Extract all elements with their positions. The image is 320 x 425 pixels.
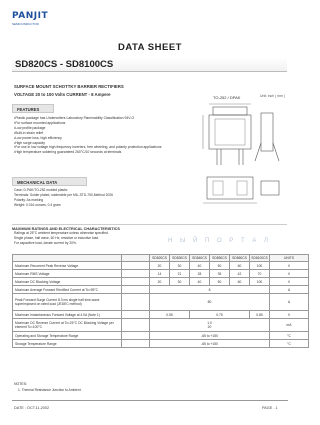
package-body-inner — [215, 119, 245, 145]
table-cell: 8 — [150, 286, 270, 294]
table-cell-parameter: Storage Temperature Range — [13, 340, 122, 348]
footer-divider — [12, 400, 288, 401]
table-cell-parameter: Maximum DC Blocking Voltage — [13, 278, 122, 286]
table-cell-symbol — [122, 262, 150, 270]
table-row — [13, 278, 309, 286]
table-cell-parameter: Peak Forward Surge Current 8.3 ms single half sine-wave superimposed on rated load (JEDEC method) — [13, 294, 122, 311]
feature-item: • Plastic package has Underwriters Laboratory Flammability Classification 94V-O — [14, 116, 189, 121]
table-cell: 40 — [190, 278, 210, 286]
package-end-outline — [261, 181, 279, 195]
table-cell-unit: A — [270, 294, 309, 311]
unit-label: Unit: inch ( mm ) — [260, 94, 285, 98]
site-watermark: Н Ы Й П О Р Т А Л — [168, 238, 271, 244]
table-cell-unit: °C — [270, 340, 309, 348]
table-cell: 60 — [230, 278, 250, 286]
table-cell-unit: mA — [270, 319, 309, 332]
table-cell-parameter: Maximum RMS Voltage — [13, 270, 122, 278]
table-cell: 60 — [230, 262, 250, 270]
table-cell-unit: A — [270, 286, 309, 294]
page-title: DATA SHEET — [118, 42, 182, 53]
company-logo: PANJIT — [12, 11, 49, 21]
ratings-header: MAXIMUM RATINGS AND ELECTRICAL CHARACTERISTICS — [12, 224, 287, 231]
column-header-symbol — [122, 255, 150, 262]
table-cell: 70 — [250, 270, 270, 278]
package-side-lead — [273, 143, 279, 161]
ratings-note: Ratings at 25°C ambient temperature unless otherwise specified. — [14, 231, 109, 235]
mechanical-item: Weight: 0.016 ounces, 0.4 gram — [14, 202, 61, 207]
table-cell-parameter: Maximum Average Forward Rectified Current at Tc=95°C — [13, 286, 122, 294]
table-cell-symbol — [122, 286, 150, 294]
package-side-outline — [261, 113, 273, 151]
footprint-outline — [207, 177, 253, 199]
table-row — [13, 332, 309, 340]
table-cell: 0.55 — [150, 311, 190, 319]
table-row — [13, 294, 309, 311]
feature-item: • High surge capacity — [14, 141, 189, 146]
table-row — [13, 319, 309, 332]
table-cell: 14 — [150, 270, 170, 278]
table-cell: 1.0 20 — [150, 319, 270, 332]
table-cell-symbol — [122, 340, 150, 348]
table-cell: 35 — [210, 270, 230, 278]
package-tab-outline — [213, 107, 247, 115]
table-row — [13, 270, 309, 278]
table-cell-symbol — [122, 332, 150, 340]
note-item: 1. Thermal Resistance Junction to Ambient — [18, 388, 81, 392]
ratings-note: For capacitive load, derate current by 20%. — [14, 240, 77, 245]
feature-item: • For use in low voltage high frequency inverters, free wheeling, and polarity protection applications — [14, 145, 189, 150]
electrical-characteristics-table — [12, 254, 309, 348]
table-cell-parameter: Maximum Instantaneous Forward Voltage at 4.0A (Note 1) — [13, 311, 122, 319]
table-cell-symbol — [122, 311, 150, 319]
footprint-pad — [237, 181, 247, 195]
table-cell-parameter: Maximum DC Reverse Current at Tc=25°C DC Blocking Voltage per element Tc=100°C — [13, 319, 122, 332]
table-cell-parameter: Maximum Recurrent Peak Reverse Voltage — [13, 262, 122, 270]
feature-item: • For surface mounted applications — [14, 121, 189, 126]
table-row — [13, 262, 309, 270]
table-cell: 0.75 — [190, 311, 250, 319]
table-cell-unit: °C — [270, 332, 309, 340]
mechanical-item: Case: D-PAK/TO-252 molded plastic — [14, 188, 68, 192]
table-cell-unit: V — [270, 262, 309, 270]
column-header-sd840cs: SD840CS — [190, 255, 210, 262]
table-cell: 30 — [170, 262, 190, 270]
table-cell: -65 to +150 — [150, 340, 270, 348]
column-header-sd850cs: SD850CS — [210, 255, 230, 262]
features-list — [14, 116, 189, 155]
table-cell-symbol — [122, 278, 150, 286]
mechanical-data-list — [14, 188, 189, 208]
feature-item: • Low power loss, high efficiency — [14, 136, 189, 141]
ratings-note: Single phase, half wave, 60 Hz, resistive or inductive load. — [14, 235, 100, 240]
column-header-units: UNITS — [270, 255, 309, 262]
voltage-current-rating: VOLTAGE 20 to 100 Volts CURRENT - 8 Ampere — [14, 92, 111, 97]
table-cell: 100 — [250, 278, 270, 286]
table-cell: 80 — [150, 294, 270, 311]
table-cell: 50 — [210, 262, 230, 270]
table-cell-symbol — [122, 270, 150, 278]
mechanical-item: Polarity: As marking — [14, 197, 44, 202]
package-outline-drawing — [193, 101, 287, 211]
table-cell: -65 to +150 — [150, 332, 270, 340]
column-header-sd8100cs: SD8100CS — [251, 256, 268, 260]
notes-header: NOTES: — [14, 382, 28, 386]
mechanical-data-header: MECHANICAL DATA — [12, 177, 87, 186]
company-logo-subtitle: SEMICONDUCTOR — [12, 22, 39, 26]
table-row — [13, 286, 309, 294]
table-cell: 30 — [170, 278, 190, 286]
table-row — [13, 340, 309, 348]
table-cell: 42 — [230, 270, 250, 278]
table-cell-unit: V — [270, 278, 309, 286]
column-header-sd820cs: SD820CS — [150, 255, 170, 262]
table-cell-unit: V — [270, 270, 309, 278]
part-number: SD820CS - SD8100CS — [15, 59, 114, 70]
table-cell: 0.85 — [250, 311, 270, 319]
package-side-lead — [255, 143, 261, 161]
table-header-row — [13, 255, 309, 262]
table-cell: 50 — [210, 278, 230, 286]
table-cell: 40 — [190, 262, 210, 270]
feature-item: • Low profile package — [14, 126, 189, 131]
footer-page-number: PAGE . 1 — [262, 406, 278, 410]
table-cell: 21 — [170, 270, 190, 278]
footer-date: DATE : OCT.11.2002 — [14, 406, 50, 410]
table-cell: 100 — [250, 262, 270, 270]
table-cell-unit: V — [270, 311, 309, 319]
table-cell: 20 — [150, 262, 170, 270]
table-row — [13, 311, 309, 319]
column-header-sd860cs: SD860CS — [230, 255, 250, 262]
package-body-outline — [209, 115, 251, 149]
product-description: SURFACE MOUNT SCHOTTKY BARRIER RECTIFIERS — [14, 84, 124, 89]
feature-item: • Built-in strain relief — [14, 131, 189, 136]
column-header-parameter — [13, 255, 122, 262]
package-label: TO-252 / DPAK — [213, 95, 241, 100]
features-header: FEATURES — [12, 104, 54, 113]
table-cell: 28 — [190, 270, 210, 278]
feature-item: • High temperature soldering guaranteed 260°C/10 seconds at terminals — [14, 150, 189, 155]
table-cell-symbol — [122, 294, 150, 311]
table-cell-parameter: Operating and Storage Temperature Range — [13, 332, 122, 340]
mechanical-item: Terminals: Solder plated, solderable per MIL-STD-750,Method 2026 — [14, 192, 113, 197]
table-cell: 20 — [150, 278, 170, 286]
footprint-pad — [213, 181, 223, 195]
column-header-sd830cs: SD830CS — [170, 255, 190, 262]
table-cell-symbol — [122, 319, 150, 332]
